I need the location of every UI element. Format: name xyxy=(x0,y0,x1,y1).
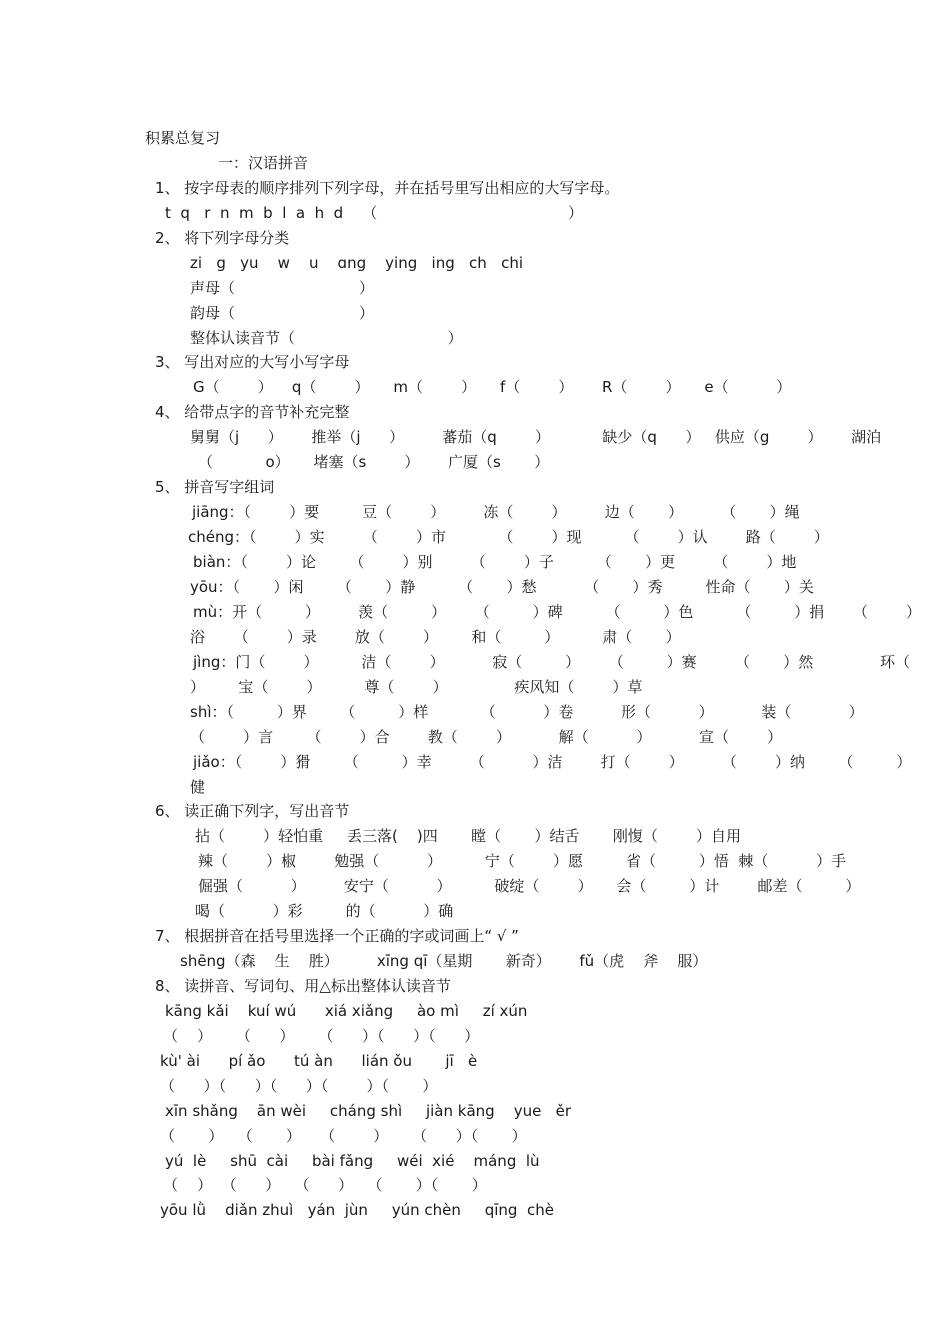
question-6: 6、 读正确下列字，写出音节 xyxy=(155,802,350,820)
answer-line: 辣（ ）椒 勉强（ ） 宁（ ）愿 省（ ）悟 棘（ ）手 xyxy=(198,852,847,870)
answer-line: G（ ） q（ ） m（ ） f（ ） R（ ） e（ ） xyxy=(193,378,792,396)
question-4: 4、 给带点字的音节补充完整 xyxy=(155,403,350,421)
answer-line: 浴 （ ）录 放（ ） 和（ ） 肃（ ） xyxy=(190,628,681,646)
answer-line: t q r n m b l a h d （ ） xyxy=(165,204,583,222)
document-title: 积累总复习 xyxy=(145,129,221,147)
answer-line: 倔强（ ） 安宁（ ） 破绽（ ） 会（ ）计 邮差（ ） xyxy=(198,877,861,895)
answer-line: zi g yu w u ɑng ying ing ch chi xyxy=(190,254,524,272)
answer-line: ） 宝（ ） 尊（ ） 疾风知（ ）草 xyxy=(190,678,643,696)
answer-line: jiāng：（ ）要 豆（ ） 冻（ ） 边（ ） （ ）绳 xyxy=(192,503,800,521)
answer-line: 整体认读音节（ ） xyxy=(190,329,463,347)
answer-line: （ o） 堵塞（s ） 广厦（s ） xyxy=(198,453,550,471)
answer-line: xīn shǎng ān wèi cháng shì jiàn kāng yue ěr xyxy=(165,1102,572,1120)
question-2: 2、 将下列字母分类 xyxy=(155,229,290,247)
answer-line: 拈（ ）轻怕重 丢三落( )四 瞠（ ）结舌 刚愎（ ）自用 xyxy=(195,827,742,845)
answer-line: yōu lǜ diǎn zhuì yán jùn yún chèn qīng chè xyxy=(160,1201,554,1219)
question-7: 7、 根据拼音在括号里选择一个正确的字或词画上“ √ ” xyxy=(155,927,519,945)
answer-line: kù' ài pí ǎo tú àn lián ǒu jī è xyxy=(160,1052,478,1070)
answer-line: mù：开（ ） 羡（ ） （ ）碑 （ ）色 （ ）捐 （ ） xyxy=(193,603,922,621)
answer-line: （ ） （ ） （ ） （ ）（ ） xyxy=(160,1127,527,1145)
answer-line: （ ） （ ） （ ）（ ）（ ） xyxy=(163,1027,480,1045)
answer-line: biàn：（ ）论 （ ）别 （ ）子 （ ）更 （ ）地 xyxy=(193,553,797,571)
answer-line: chéng：（ ）实 （ ）市 （ ）现 （ ）认 路（ ） xyxy=(188,528,829,546)
answer-line: jìng：门（ ） 洁（ ） 寂（ ） （ ）赛 （ ）然 环（ xyxy=(193,653,910,671)
answer-line: yú lè shū cài bài fǎng wéi xié máng lù xyxy=(165,1152,540,1170)
answer-line: 健 xyxy=(190,778,206,796)
answer-line: 喝（ ）彩 的（ ）确 xyxy=(195,902,454,920)
section-heading: 一：汉语拼音 xyxy=(218,154,309,172)
answer-line: （ ）（ ）（ ）（ ）（ ） xyxy=(160,1077,438,1095)
answer-line: jiǎo：（ ）猾 （ ）幸 （ ）洁 打（ ） （ ）纳 （ ） xyxy=(193,753,912,771)
question-3: 3、 写出对应的大写小写字母 xyxy=(155,353,350,371)
answer-line: shēng（森 生 胜） xīng qī（星期 新奇） fǔ（虎 斧 服） xyxy=(180,952,708,970)
question-1: 1、 按字母表的顺序排列下列字母，并在括号里写出相应的大写字母。 xyxy=(155,179,620,197)
answer-line: （ ） （ ） （ ） （ ）（ ） xyxy=(163,1176,487,1194)
question-5: 5、 拼音写字组词 xyxy=(155,478,275,496)
answer-line: 声母（ ） xyxy=(190,279,374,297)
answer-line: shì：（ ）界 （ ）样 （ ）卷 形（ ） 装（ ） xyxy=(190,703,864,721)
answer-line: 韵母（ ） xyxy=(190,304,374,322)
answer-line: kāng kǎi kuí wú xiá xiǎng ào mì zí xún xyxy=(165,1002,528,1020)
question-8: 8、 读拼音、写词句、用△标出整体认读音节 xyxy=(155,977,451,995)
answer-line: 舅舅（j ） 推举（j ） 蕃茄（q ） 缺少（q ） 供应（g ） 湖泊 xyxy=(190,428,882,446)
answer-line: （ ）言 （ ）合 教（ ） 解（ ） 宣（ ） xyxy=(190,728,783,746)
answer-line: yōu：（ ）闲 （ ）静 （ ）愁 （ ）秀 性命（ ）关 xyxy=(190,578,814,596)
